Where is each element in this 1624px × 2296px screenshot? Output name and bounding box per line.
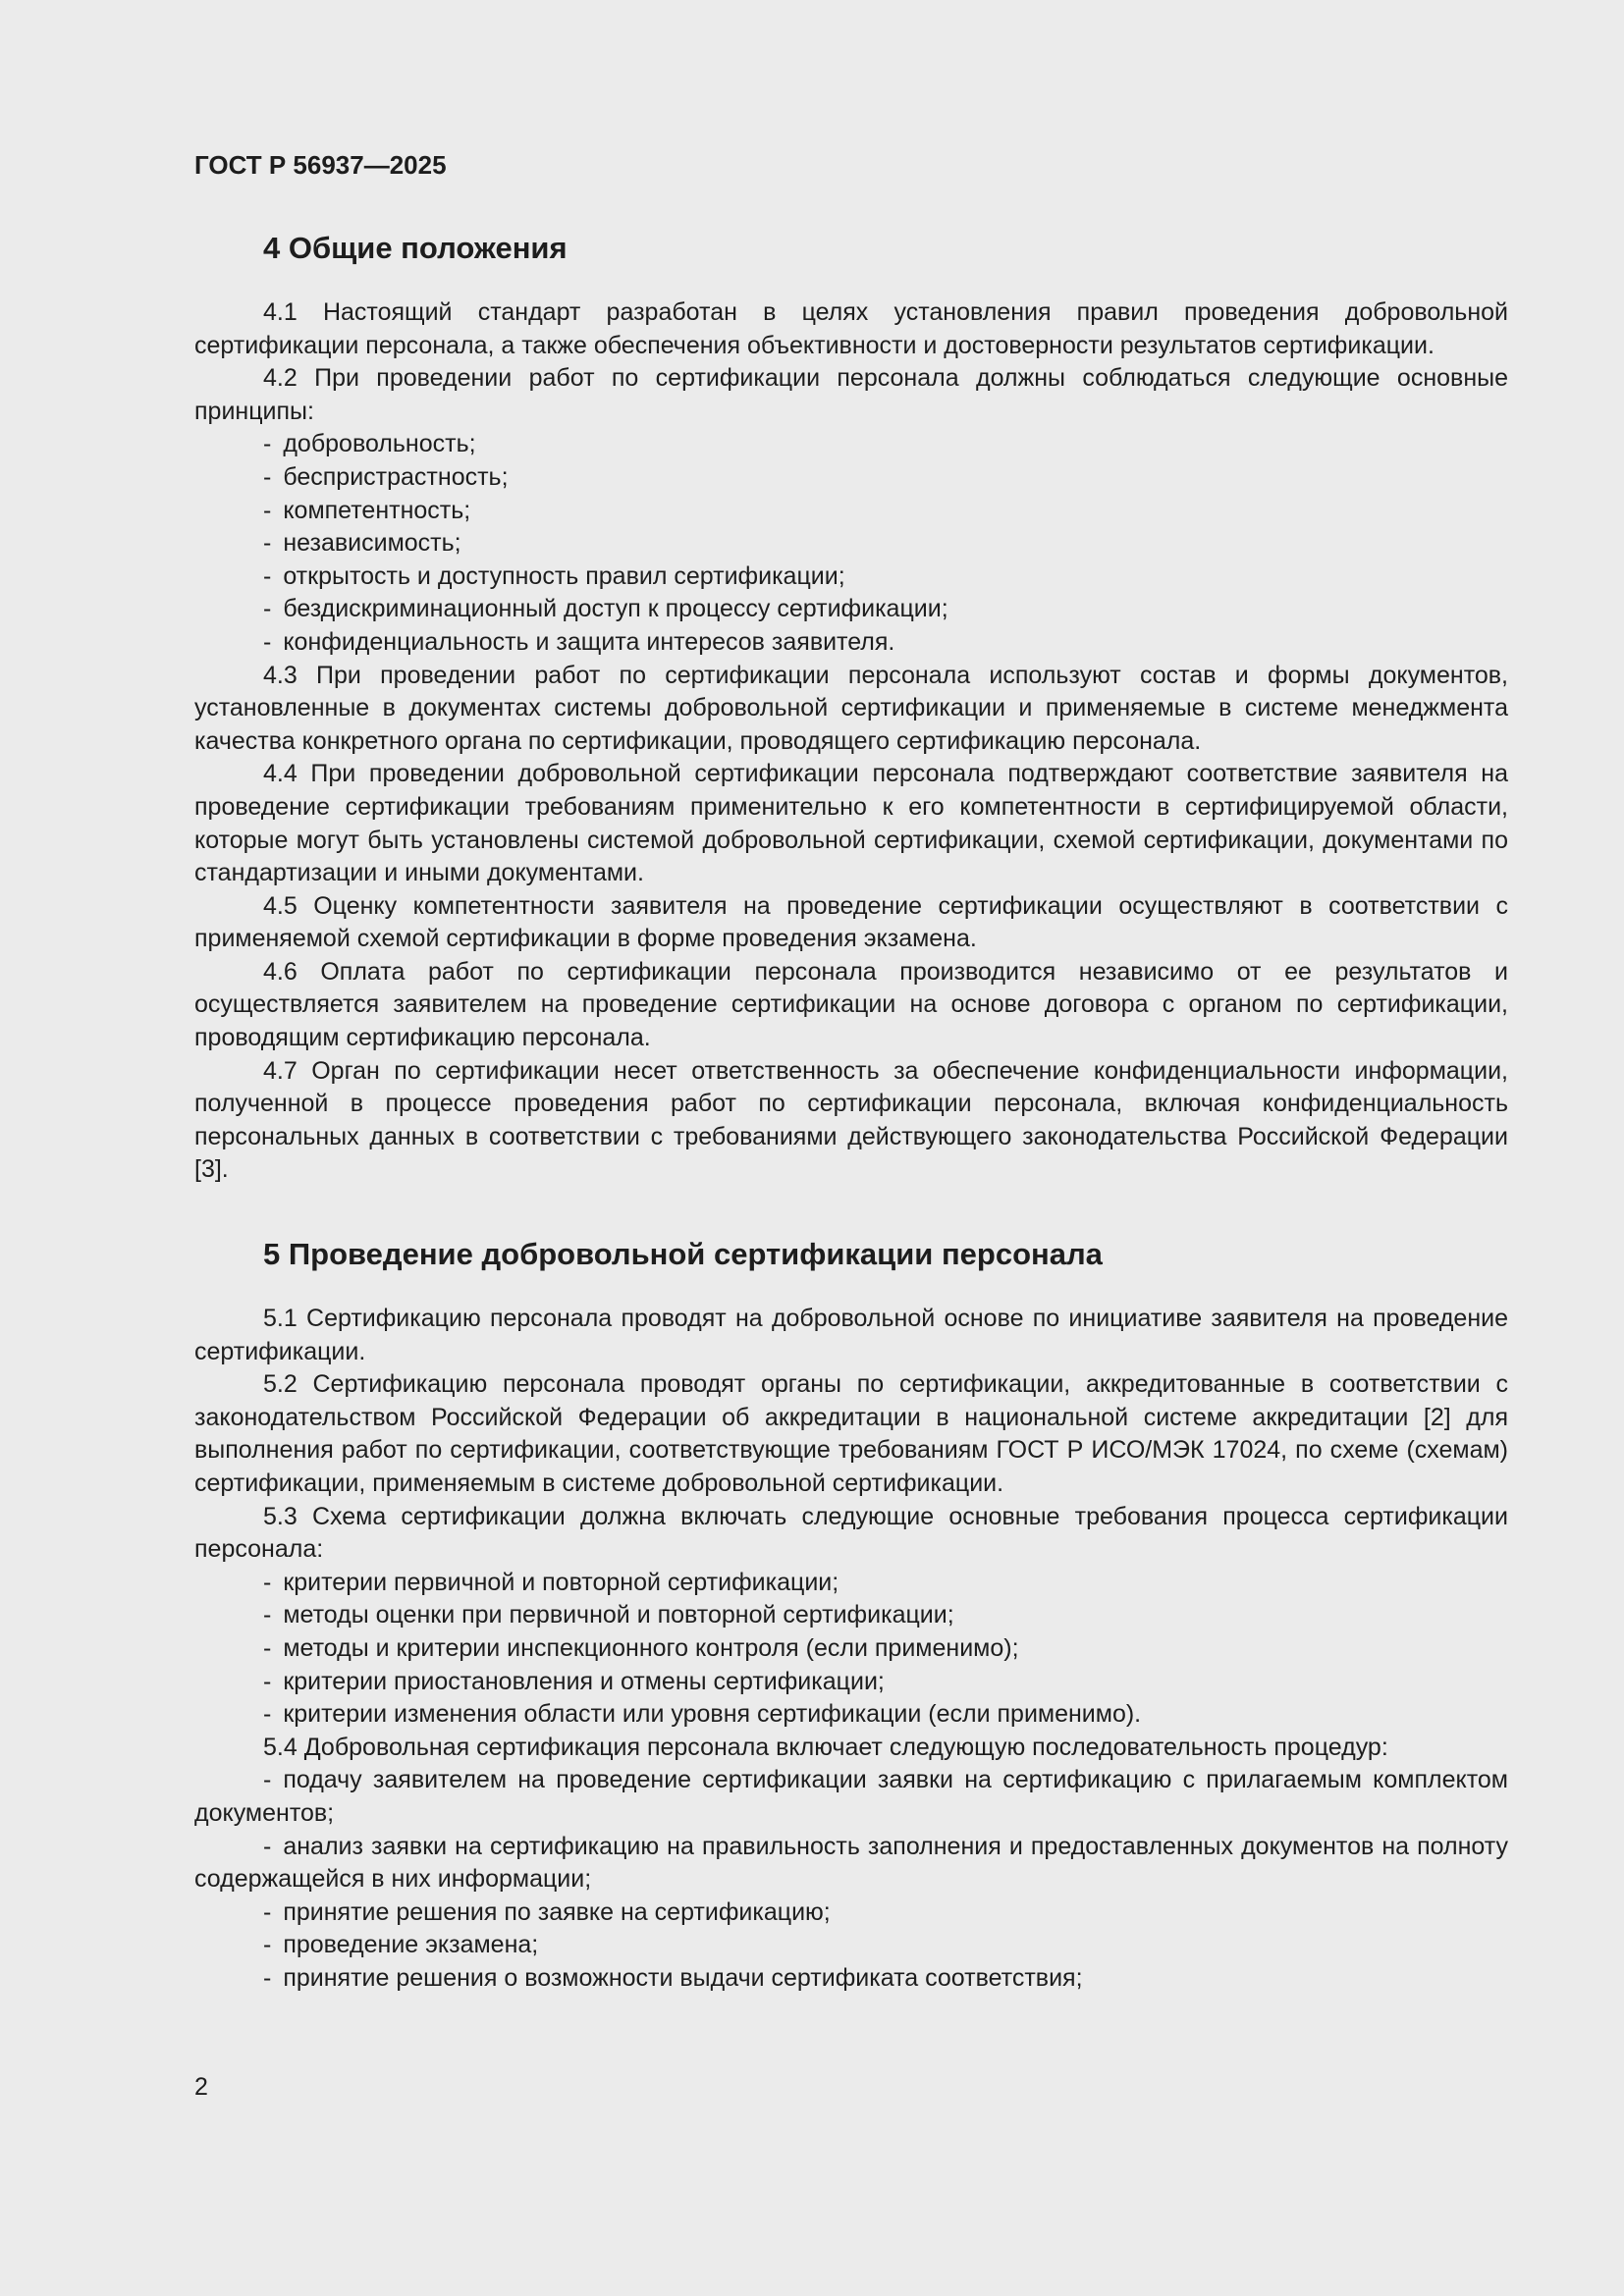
list-item: - подачу заявителем на проведение сертификации заявки на сертификацию с прилагаемым комплектом документов; bbox=[194, 1766, 1508, 1827]
list-item: - критерии первичной и повторной сертификации; bbox=[263, 1568, 839, 1596]
paragraph-4-5: 4.5 Оценку компетентности заявителя на проведение сертификации осуществляют в соответствии с применяемой схемой сертификации в форме проведения экзамена. bbox=[194, 891, 1508, 953]
principles-list bbox=[194, 428, 1508, 659]
list-item: - анализ заявки на сертификацию на правильность заполнения и предоставленных документов на полноту содержащейся в них информации; bbox=[194, 1832, 1508, 1894]
scheme-requirements-list bbox=[194, 1567, 1508, 1732]
procedures-list bbox=[194, 1764, 1508, 1995]
document-page bbox=[194, 145, 1508, 1996]
paragraph-5-1: 5.1 Сертификацию персонала проводят на добровольной основе по инициативе заявителя на проведение сертификации. bbox=[194, 1305, 1508, 1365]
document-header-id: ГОСТ Р 56937—2025 bbox=[194, 150, 447, 180]
list-item: - бездискриминационный доступ к процессу сертификации; bbox=[263, 595, 948, 623]
list-item: - конфиденциальность и защита интересов заявителя. bbox=[263, 627, 895, 656]
paragraph-4-1: 4.1 Настоящий стандарт разработан в целях установления правил проведения добровольной сертификации персонала, а также обеспечения объективности и достоверности результатов сертификации. bbox=[194, 298, 1508, 359]
paragraph-4-6: 4.6 Оплата работ по сертификации персонала производится независимо от ее результатов и осуществляется заявителем на проведение сертификации на основе договора с органом по сертификации, проводящим сертификацию персонала. bbox=[194, 957, 1508, 1052]
list-item: - беспристрастность; bbox=[263, 462, 509, 491]
paragraph-5-4: 5.4 Добровольная сертификация персонала включает следующую последовательность процедур: bbox=[263, 1733, 1388, 1761]
list-item: - принятие решения о возможности выдачи сертификата соответствия; bbox=[263, 1963, 1083, 1992]
list-item: - компетентность; bbox=[263, 496, 471, 524]
section-5-title: 5 Проведение добровольной сертификации персонала bbox=[263, 1237, 1103, 1272]
list-item: - добровольность; bbox=[263, 430, 476, 458]
list-item: - критерии приостановления и отмены сертификации; bbox=[263, 1667, 885, 1695]
section-4-title: 4 Общие положения bbox=[263, 231, 568, 265]
paragraph-4-4: 4.4 При проведении добровольной сертификации персонала подтверждают соответствие заявителя на проведение сертификации требованиям применительно к его компетентности в сертифицируемой области, которые могут быть установлены системой добровольной сертификации, схемой сертификации, документами по стандартизации и иными документами. bbox=[194, 760, 1508, 887]
list-item: - методы оценки при первичной и повторной сертификации; bbox=[263, 1601, 954, 1629]
list-item: - открытость и доступность правил сертификации; bbox=[263, 561, 845, 590]
list-item: - проведение экзамена; bbox=[263, 1931, 539, 1959]
paragraph-5-2: 5.2 Сертификацию персонала проводят органы по сертификации, аккредитованные в соответствии с законодательством Российской Федерации об аккредитации в национальной системе аккредитации [2] для выполнения работ по сертификации, соответствующие требованиям ГОСТ Р ИСО/МЭК 17024, по схеме (схемам) сертификации, применяемым в системе добровольной сертификации. bbox=[194, 1370, 1508, 1497]
list-item: - принятие решения по заявке на сертификацию; bbox=[263, 1897, 831, 1926]
list-item: - независимость; bbox=[263, 529, 461, 558]
paragraph-4-2: 4.2 При проведении работ по сертификации персонала должны соблюдаться следующие основные принципы: bbox=[194, 364, 1508, 425]
paragraph-5-3: 5.3 Схема сертификации должна включать следующие основные требования процесса сертификации персонала: bbox=[194, 1502, 1508, 1564]
paragraph-4-7: 4.7 Орган по сертификации несет ответственность за обеспечение конфиденциальности информации, полученной в процессе проведения работ по сертификации персонала, включая конфиденциальность персональных данных в соответствии с требованиями действующего законодательства Российской Федерации [3]. bbox=[194, 1056, 1508, 1184]
list-item: - методы и критерии инспекционного контроля (если применимо); bbox=[263, 1633, 1019, 1662]
list-item: - критерии изменения области или уровня сертификации (если применимо). bbox=[263, 1700, 1142, 1729]
page-number: 2 bbox=[194, 2073, 208, 2101]
paragraph-4-3: 4.3 При проведении работ по сертификации персонала используют состав и формы документов, установленные в документах системы добровольной сертификации и применяемые в системе менеджмента качества конкретного органа по сертификации, проводящего сертификацию персонала. bbox=[194, 661, 1508, 755]
